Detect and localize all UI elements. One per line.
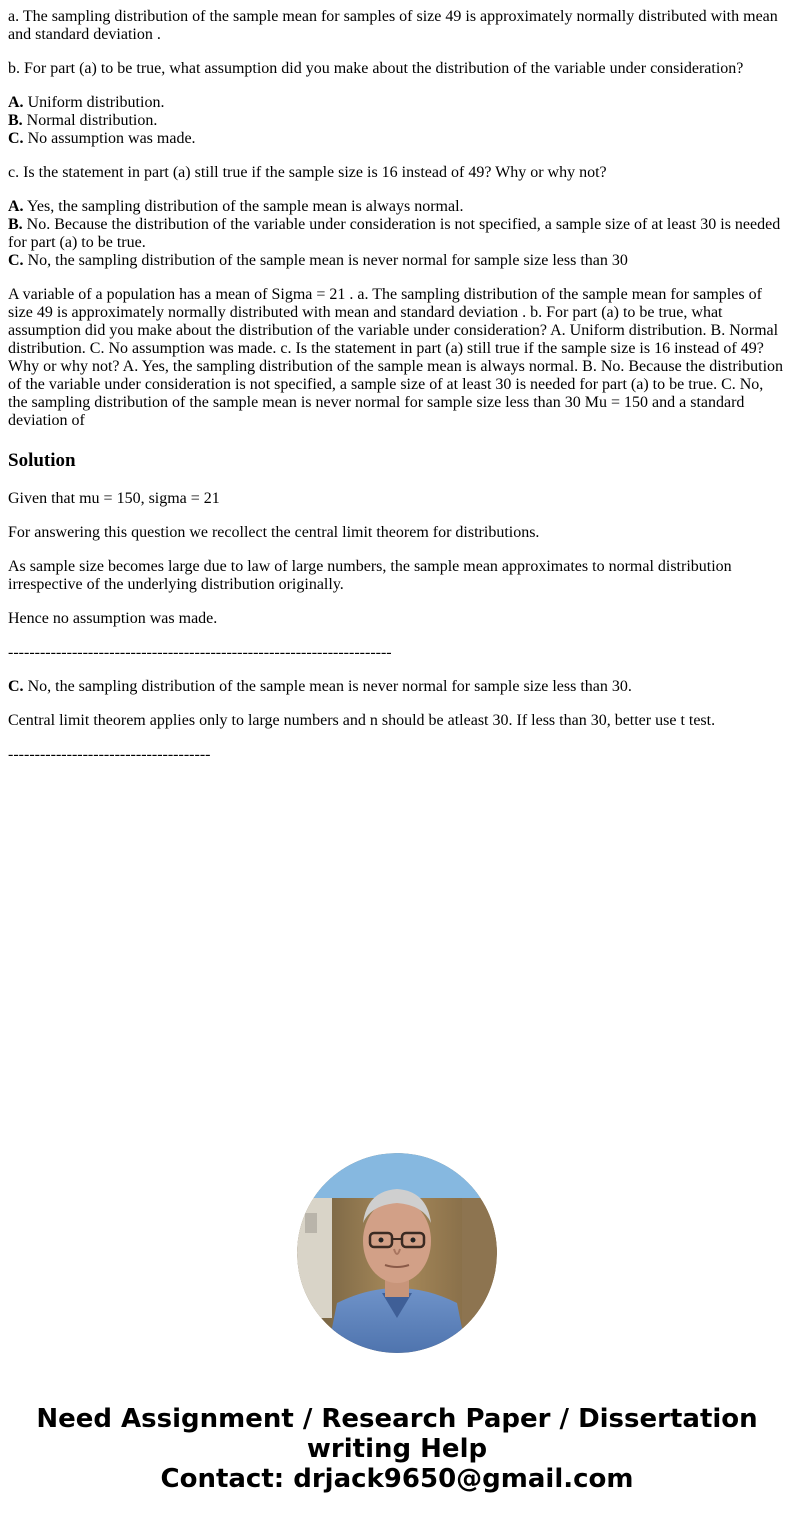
promo-line-1: Need Assignment / Research Paper / Dissertation (36, 1404, 758, 1434)
solution-recollect: For answering this question we recollect the central limit theorem for distributions. (8, 524, 540, 541)
question-part-a: a. The sampling distribution of the sample mean for samples of size 49 is approximately normally distributed with mean and standard deviation . (8, 8, 778, 43)
question-part-c: c. Is the statement in part (a) still true if the sample size is 16 instead of 49? Why or why not? (8, 164, 607, 181)
solution-divider-1: ------------------------------------------------------------------------ (8, 644, 392, 661)
solution-given: Given that mu = 150, sigma = 21 (8, 490, 220, 507)
solution-divider-2: -------------------------------------- (8, 746, 211, 763)
solution-answer (8, 678, 786, 696)
document-body (8, 8, 786, 780)
author-portrait-image (297, 1153, 497, 1353)
question-part-b: b. For part (a) to be true, what assumption did you make about the distribution of the variable under consideration? (8, 60, 744, 77)
answer-letter: C. (8, 678, 24, 695)
solution-clt-note: Central limit theorem applies only to large numbers and n should be atleast 30. If less than 30, better use t test. (8, 712, 716, 729)
part-b-options (8, 94, 786, 148)
option-b-a: A. Uniform distribution. (8, 94, 165, 111)
option-c-a: A. Yes, the sampling distribution of the sample mean is always normal. (8, 198, 464, 215)
option-b-c: C. No assumption was made. (8, 130, 196, 147)
promo-line-2: writing Help (306, 1434, 488, 1464)
question-summary: A variable of a population has a mean of Sigma = 21 . a. The sampling distribution of the sample mean for samples of size 49 is approximately normally distributed with mean and standard deviation . b. For part (a) to be true, what assumption did you make about the distribution of the variable under consideration? A. Uniform distribution. B. Normal distribution. C. No assumption was made. c. Is the statement in part (a) still true if the sample size is 16 instead of 49? Why or why not? A. Yes, the sampling distribution of the sample mean is always normal. B. No. Because the distribution of the variable under consideration is not specified, a sample size of at least 30 is needed for part (a) to be true. C. No, the sampling distribution of the sample mean is never normal for sample size less than 30 Mu = 150 and a standard deviation of (8, 286, 784, 429)
author-avatar (297, 1153, 497, 1353)
part-c-options (8, 198, 786, 270)
option-c-c: C. No, the sampling distribution of the sample mean is never normal for sample size less than 30 (8, 252, 628, 269)
solution-hence: Hence no assumption was made. (8, 610, 218, 627)
option-c-b: B. No. Because the distribution of the variable under consideration is not specified, a sample size of at least 30 is needed for part (a) to be true. (8, 216, 781, 251)
promo-banner (0, 1404, 794, 1494)
solution-clt: As sample size becomes large due to law of large numbers, the sample mean approximates to normal distribution irrespective of the underlying distribution originally. (8, 558, 732, 593)
promo-contact[interactable]: Contact: drjack9650@gmail.com (160, 1464, 634, 1494)
solution-heading: Solution (8, 450, 76, 471)
answer-text: No, the sampling distribution of the sample mean is never normal for sample size less than 30. (23, 678, 632, 695)
option-b-b: B. Normal distribution. (8, 112, 158, 129)
